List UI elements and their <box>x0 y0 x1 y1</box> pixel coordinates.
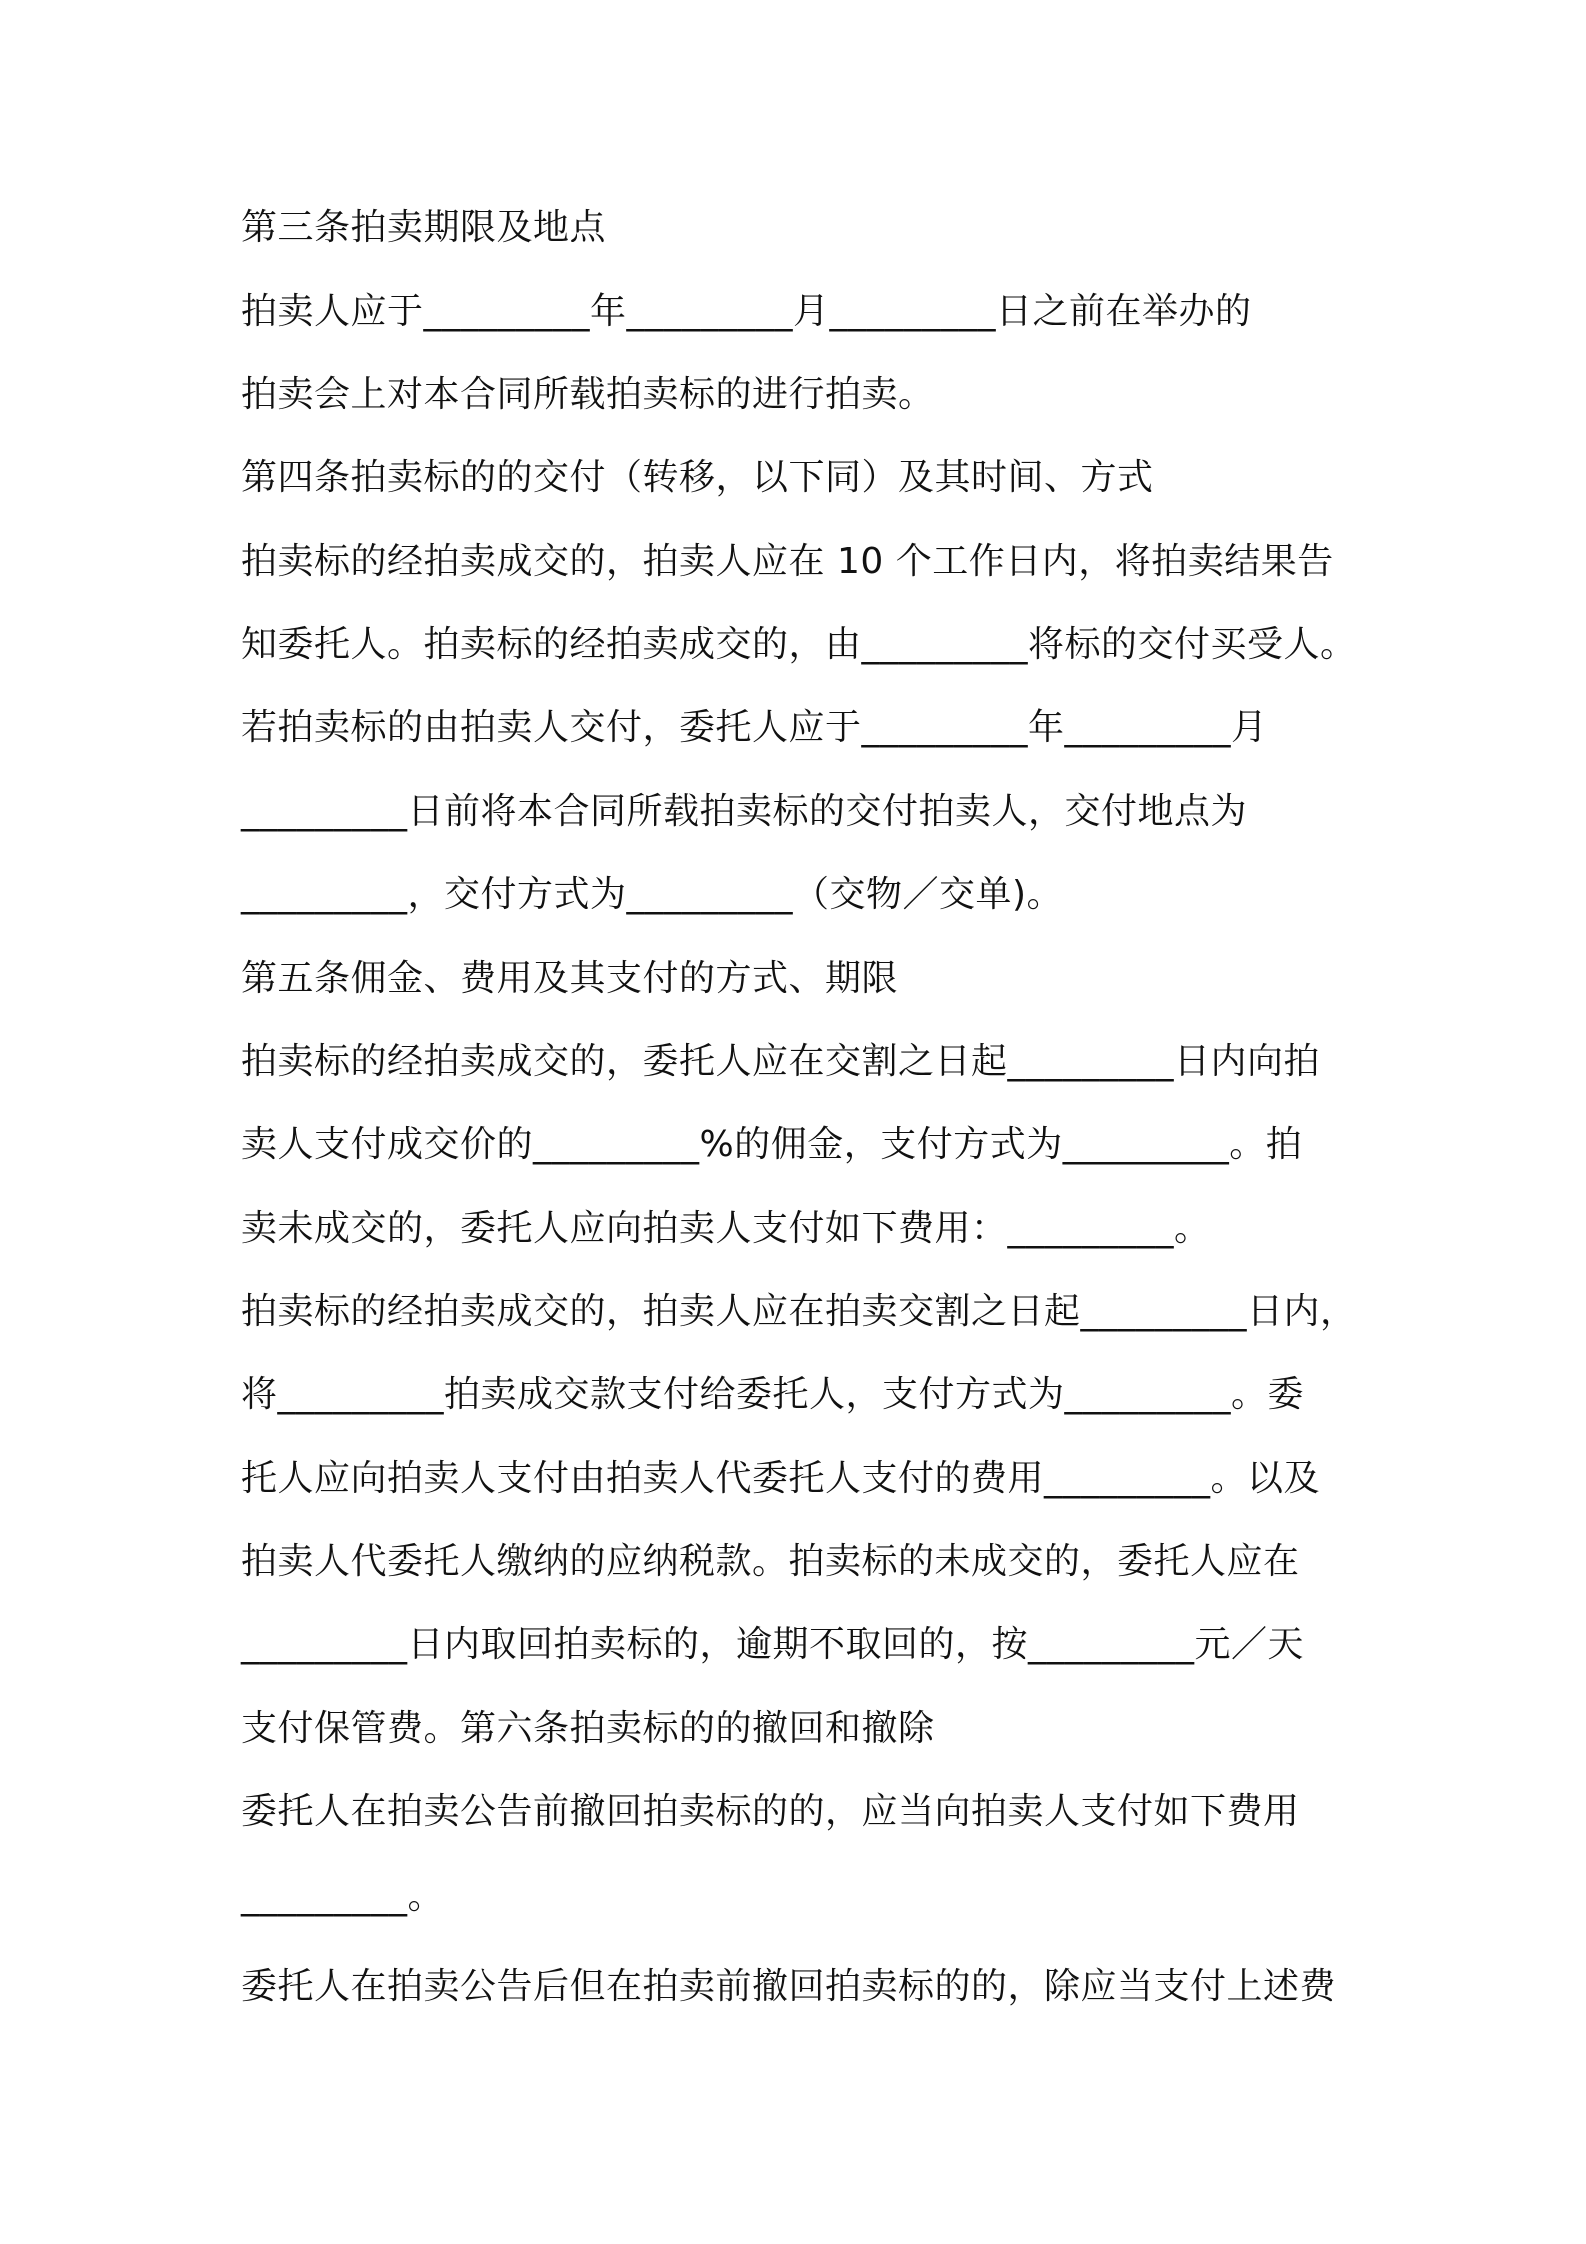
paragraph-line: 托人应向拍卖人支付由拍卖人代委托人支付的费用_________。以及 <box>241 1458 1321 1499</box>
article-3-heading: 第三条拍卖期限及地点 <box>241 207 607 248</box>
article-4-heading: 第四条拍卖标的的交付（转移，以下同）及其时间、方式 <box>241 457 1154 498</box>
article-5-heading: 第五条佣金、费用及其支付的方式、期限 <box>241 958 899 999</box>
paragraph-line: 委托人在拍卖公告前撤回拍卖标的的，应当向拍卖人支付如下费用 <box>241 1791 1300 1832</box>
paragraph-line: _________。 <box>241 1876 445 1917</box>
paragraph-line: 拍卖人应于_________年_________月_________日之前在举办的 <box>241 291 1252 332</box>
paragraph-line: 拍卖标的经拍卖成交的，拍卖人应在 10 个工作日内，将拍卖结果告 <box>241 541 1334 582</box>
paragraph-line: 卖人支付成交价的_________%的佣金，支付方式为_________。拍 <box>241 1124 1303 1165</box>
paragraph-line: _________，交付方式为_________（交物／交单)。 <box>241 874 1064 915</box>
paragraph-line: 支付保管费。第六条拍卖标的的撤回和撤除 <box>241 1708 935 1749</box>
paragraph-line: 拍卖会上对本合同所载拍卖标的进行拍卖。 <box>241 374 935 415</box>
paragraph-line: 拍卖人代委托人缴纳的应纳税款。拍卖标的未成交的，委托人应在 <box>241 1541 1300 1582</box>
paragraph-line: _________日内取回拍卖标的，逾期不取回的，按_________元／天 <box>241 1624 1305 1665</box>
paragraph-line: 知委托人。拍卖标的经拍卖成交的，由_________将标的交付买受人。 <box>241 624 1357 665</box>
paragraph-line: 拍卖标的经拍卖成交的，委托人应在交割之日起_________日内向拍 <box>241 1041 1321 1082</box>
paragraph-line: 拍卖标的经拍卖成交的，拍卖人应在拍卖交割之日起_________日内， <box>241 1291 1357 1332</box>
paragraph-line: 委托人在拍卖公告后但在拍卖前撤回拍卖标的的，除应当支付上述费 <box>241 1966 1337 2007</box>
paragraph-line: 若拍卖标的由拍卖人交付，委托人应于_________年_________月 <box>241 707 1268 748</box>
paragraph-line: _________日前将本合同所载拍卖标的交付拍卖人，交付地点为 <box>241 791 1248 832</box>
paragraph-line: 卖未成交的，委托人应向拍卖人支付如下费用：_________。 <box>241 1208 1211 1249</box>
paragraph-line: 将_________拍卖成交款支付给委托人，支付方式为_________。委 <box>241 1374 1305 1415</box>
